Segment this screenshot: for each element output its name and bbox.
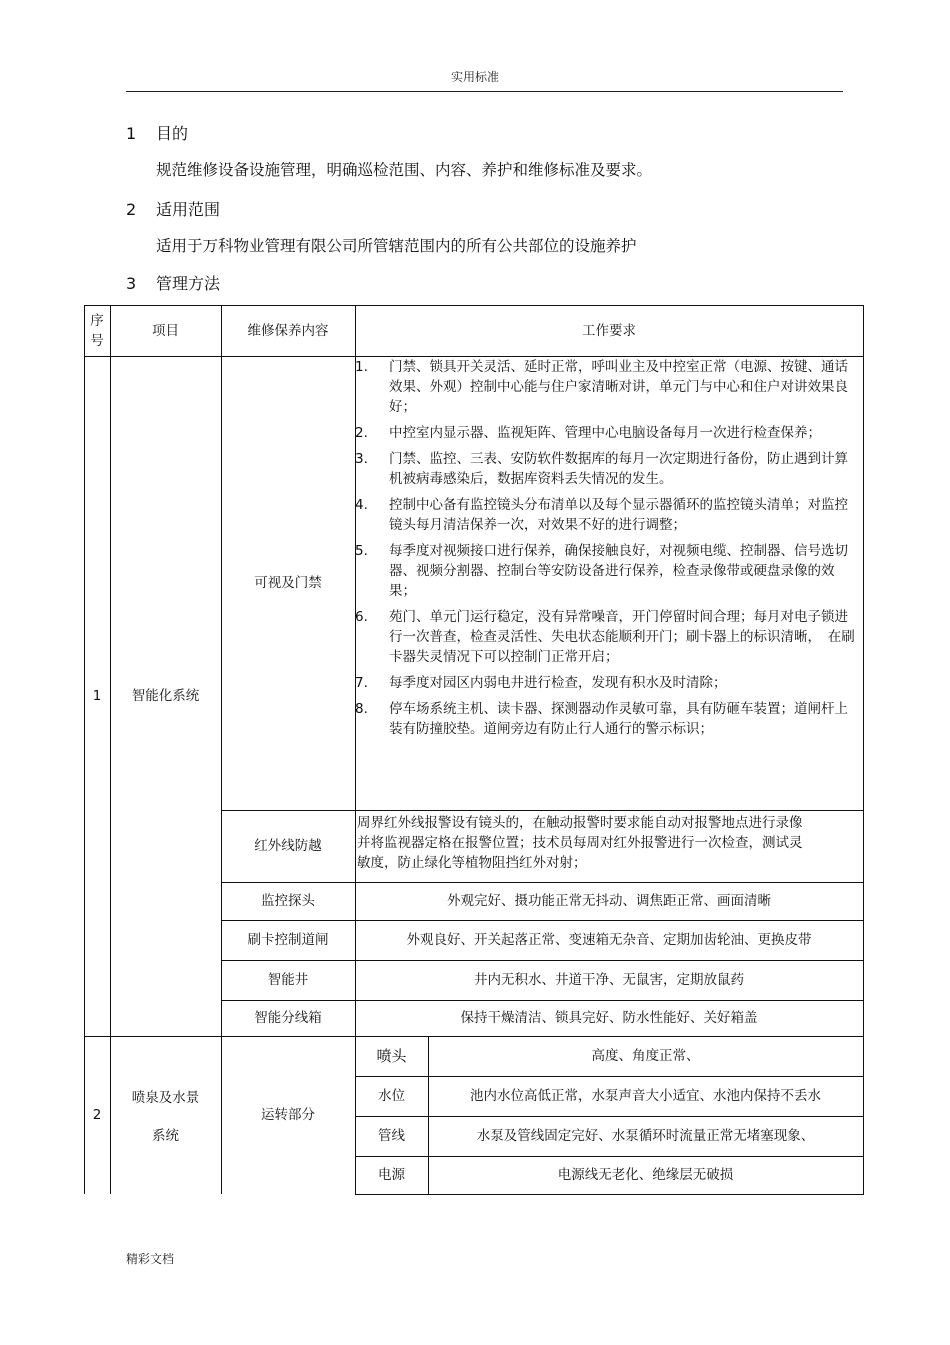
part-name: 水位 [378,1088,405,1104]
requirement-text: 周界红外线报警设有镜头的，在触动报警时要求能自动对报警地点进行录像并将监视器定格在报警位置；技术员每周对红外报警进行一次检查，测试灵敏度，防止绿化等植物阻挡红外对射； [357,815,803,871]
list-number: 1. [355,359,368,375]
requirement-text: 外观完好、摄功能正常无抖动、调焦距正常、画面清晰 [447,893,771,909]
list-item [355,495,863,535]
list-number: 3. [355,451,368,467]
table-row-divider [355,1194,864,1195]
subitem-name: 可视及门禁 [254,575,322,591]
list-item [355,607,863,667]
part-name: 管线 [378,1128,405,1144]
list-item [355,541,863,601]
requirement-text: 外观良好、开关起落正常、变速箱无杂音、定期加齿轮油、更换皮带 [406,932,812,948]
subitem-name: 运转部分 [261,1107,315,1123]
list-number: 7. [355,675,368,691]
row-item-line: 系统 [152,1128,179,1144]
list-item [355,673,863,693]
subitem-name: 智能分线箱 [254,1010,322,1026]
requirement-text: 水泵及管线固定完好、水泵循环时流量正常无堵塞现象、 [476,1128,815,1144]
list-number: 6. [355,609,368,625]
list-item [355,699,863,739]
section-number: 3 [126,274,137,293]
section-title: 适用范围 [156,200,221,219]
list-number: 8. [355,701,368,717]
requirement-text: 池内水位高低正常，水泵声音大小适宜、水池内保持不丢水 [470,1088,821,1104]
list-number: 5. [355,543,368,559]
row-item-line: 喷泉及水景 [131,1090,200,1106]
section-title: 管理方法 [156,274,221,293]
subitem-name: 刷卡控制道闸 [247,932,329,948]
row-seq: 2 [92,1107,102,1123]
list-text: 苑门、单元门运行稳定，没有异常噪音，开门停留时间合理；每月对电子锁进行一次普查，检查灵活性、失电状态能顺利开门；刷卡器上的标识清晰， 在刷卡器失灵情况下可以控制门正常开启； [389,609,855,665]
requirements-list [355,357,863,745]
list-text: 每季度对视频接口进行保养，确保接触良好，对视频电缆、控制器、信号选切器、视频分割器、控制台等安防设备进行保养，检查录像带或硬盘录像的效果； [389,543,848,599]
page-footer: 精彩文档 [126,1252,175,1266]
list-text: 门禁、锁具开关灵活、延时正常，呼叫业主及中控室正常（电源、按键、通话效果、外观）控制中心能与住户家清晰对讲，单元门与中心和住户对讲效果良好； [389,359,848,415]
requirement-text: 保持干燥清洁、锁具完好、防水性能好、关好箱盖 [460,1010,758,1026]
list-text: 中控室内显示器、监视矩阵、管理中心电脑设备每月一次进行检查保养； [389,425,821,441]
header-content: 维修保养内容 [247,322,329,339]
part-name: 电源 [378,1167,405,1183]
header-item: 项目 [152,322,179,339]
list-item [355,423,863,443]
list-number: 4. [355,497,368,513]
section-number: 1 [126,124,137,143]
list-text: 每季度对园区内弱电井进行检查，发现有积水及时清除； [389,675,727,691]
header-seq: 序号 [90,312,104,349]
list-item [355,449,863,489]
table-border-right [863,305,864,1194]
row-item: 智能化系统 [131,688,200,704]
header-divider [126,91,843,92]
list-number: 2. [355,425,368,441]
requirement-text: 井内无积水、井道干净、无鼠害，定期放鼠药 [474,972,744,988]
list-item [355,357,863,417]
list-text: 停车场系统主机、读卡器、探测器动作灵敏可靠，具有防砸车装置；道闸杆上装有防撞胶垫。道闸旁边有防止行人通行的警示标识； [389,701,848,737]
subitem-name: 红外线防越 [254,838,322,854]
subitem-name: 监控探头 [261,893,315,909]
requirement-text: 电源线无老化、绝缘层无破损 [557,1167,734,1183]
part-name: 喷头 [376,1047,407,1065]
row-seq: 1 [92,688,102,704]
requirement-text: 高度、角度正常、 [591,1048,700,1064]
purpose-paragraph: 规范维修设备设施管理，明确巡检范围、内容、养护和维修标准及要求。 [156,161,653,179]
section-title: 目的 [156,124,189,143]
list-text: 控制中心备有监控镜头分布清单以及每个显示器循环的监控镜头清单；对监控镜头每月清洁保养一次，对效果不好的进行调整； [389,497,848,533]
row-item [110,1036,221,1194]
scope-paragraph: 适用于万科物业管理有限公司所管辖范围内的所有公共部位的设施养护 [156,237,637,255]
list-text: 门禁、监控、三表、安防软件数据库的每月一次定期进行备份，防止遇到计算机被病毒感染后，数据库资料丢失情况的发生。 [389,451,848,487]
subitem-name: 智能井 [267,972,309,988]
header-requirements: 工作要求 [582,322,636,339]
section-number: 2 [126,200,137,219]
page-header: 实用标准 [450,70,499,84]
